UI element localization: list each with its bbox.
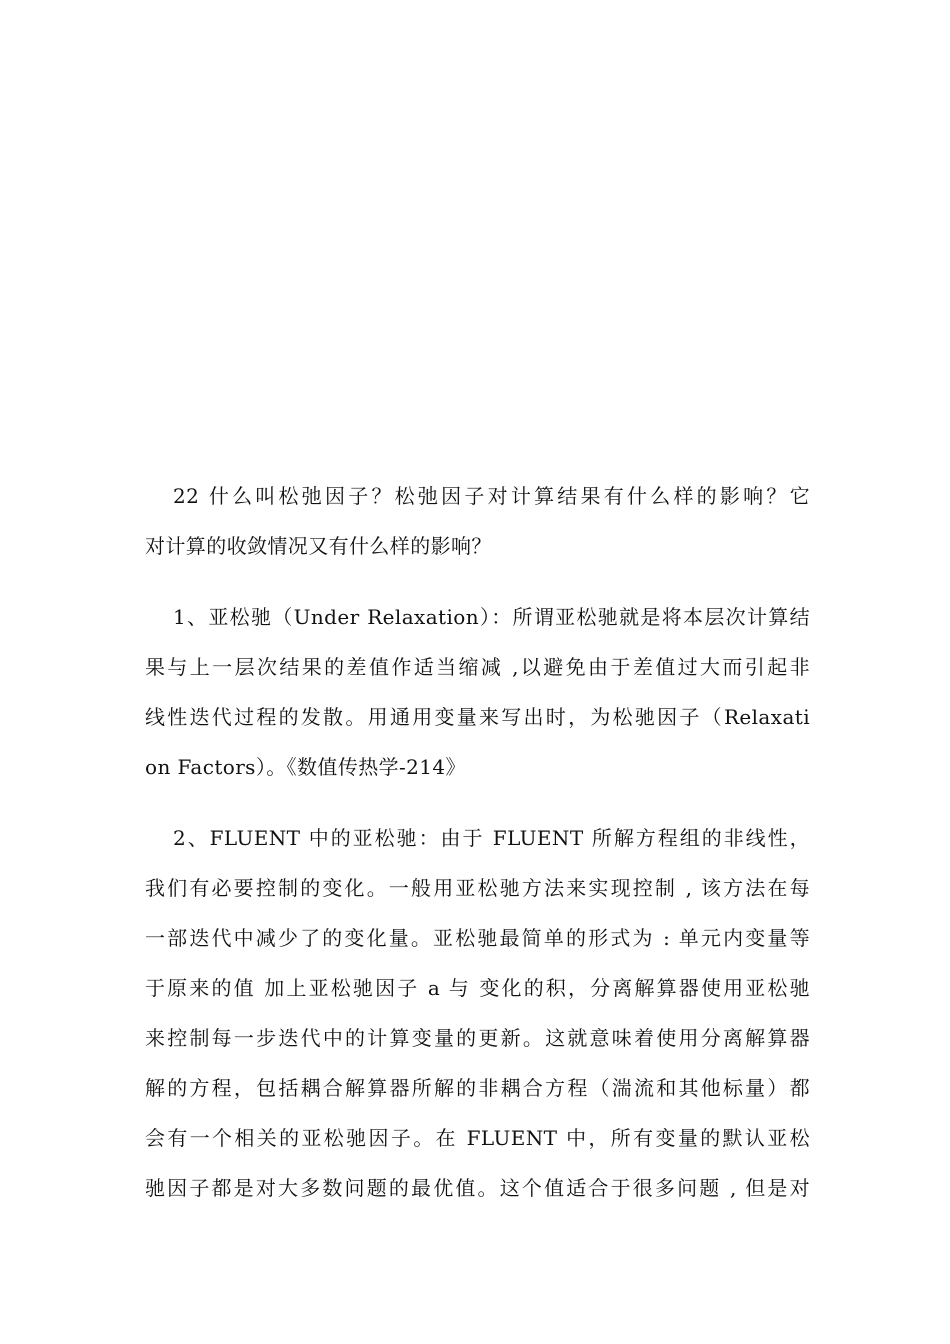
paragraph2-line-2: 我们有必要控制的变化。一般用亚松驰方法来实现控制 , 该方法在每	[145, 876, 810, 900]
paragraph2-line-4: 于原来的值 加上亚松驰因子 a 与 变化的积，分离解算器使用亚松驰	[145, 976, 810, 1000]
paragraph1-line-2: 果与上一层次结果的差值作适当缩减 ,以避免由于差值过大而引起非	[145, 655, 810, 679]
paragraph2-line-8: 驰因子都是对大多数问题的最优值。这个值适合于很多问题 , 但是对	[145, 1176, 810, 1200]
paragraph2-line-6: 解的方程，包括耦合解算器所解的非耦合方程（湍流和其他标量）都	[145, 1076, 810, 1100]
paragraph2-line-7: 会有一个相关的亚松驰因子。在 FLUENT 中，所有变量的默认亚松	[145, 1126, 810, 1150]
paragraph2-line-3: 一部迭代中减少了的变化量。亚松驰最简单的形式为 : 单元内变量等	[145, 926, 810, 950]
question-line-1: 22 什么叫松弛因子？松弛因子对计算结果有什么样的影响？它	[173, 484, 810, 508]
question-line-2: 对计算的收敛情况又有什么样的影响？	[145, 534, 492, 558]
paragraph1-line-4: on Factors）。《数值传热学-214》	[145, 755, 466, 779]
paragraph2-line-1: 2、FLUENT 中的亚松驰：由于 FLUENT 所解方程组的非线性，	[173, 826, 810, 850]
paragraph2-line-5: 来控制每一步迭代中的计算变量的更新。这就意味着使用分离解算器	[145, 1026, 810, 1050]
paragraph1-line-1: 1、亚松驰（Under Relaxation）：所谓亚松驰就是将本层次计算结	[173, 605, 810, 629]
paragraph1-line-3: 线性迭代过程的发散。用通用变量来写出时，为松驰因子（Relaxati	[145, 705, 810, 729]
